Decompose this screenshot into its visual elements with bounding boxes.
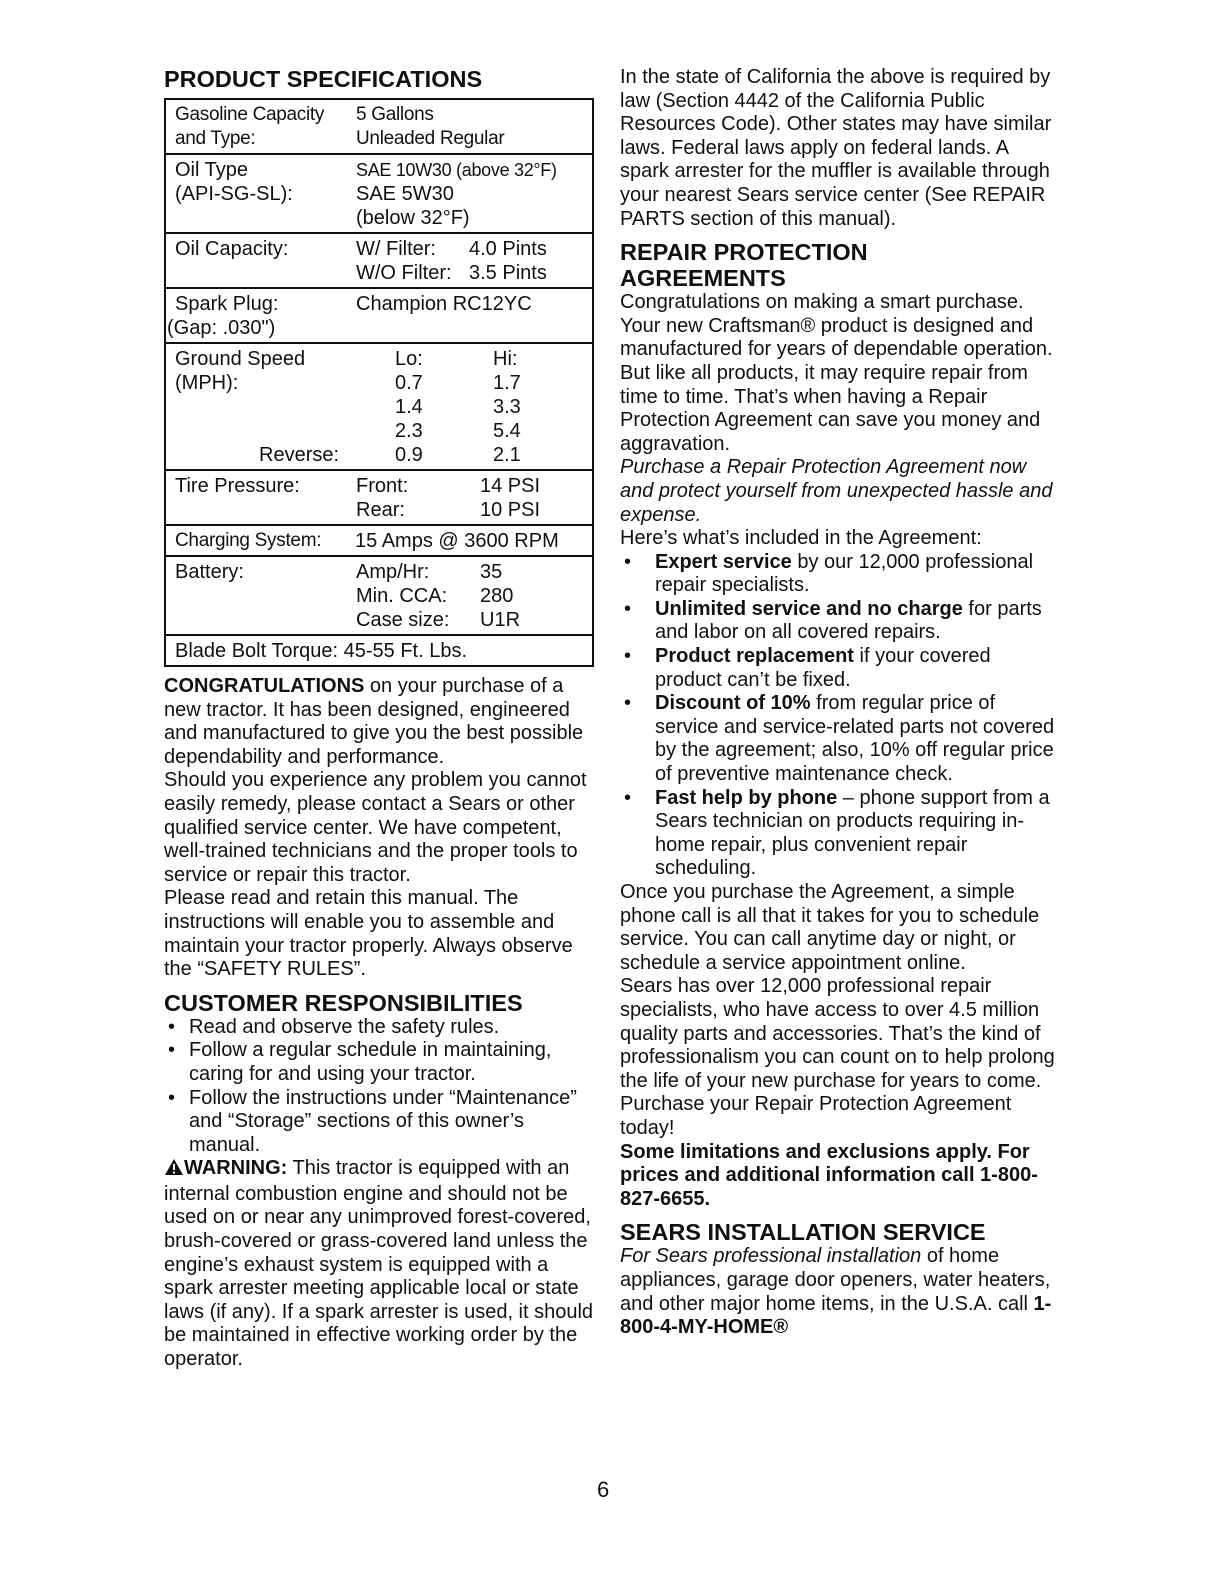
- right-column: [620, 66, 1060, 1340]
- blade-torque: Blade Bolt Torque: 45-55 Ft. Lbs.: [175, 640, 468, 662]
- oil-type-value-2: SAE 5W30: [356, 183, 454, 205]
- warning-paragraph: [164, 1157, 594, 1371]
- gas-value-1: 5 Gallons: [356, 104, 434, 125]
- oil-type-value-1: SAE 10W30 (above 32°F): [356, 160, 557, 180]
- tire-rear-label: Rear:: [356, 499, 405, 521]
- list-item: • Follow the instructions under “Maintenance” and “Storage” sections of this owner’s manual.: [168, 1086, 577, 1156]
- oil-filter-label: W/ Filter:: [356, 238, 436, 260]
- repair-heading-1: REPAIR PROTECTION: [620, 239, 868, 266]
- oil-capacity-label: Oil Capacity:: [175, 238, 289, 260]
- spec-row-spark-plug: [166, 289, 592, 344]
- repair-p2: Once you purchase the Agreement, a simple phone call is all that it takes for you to schedule service. You can call anytime day or night, or schedule a service appointment online.: [620, 881, 1040, 974]
- repair-bold-note: Some limitations and exclusions apply. For prices and additional information call 1-800-827-6655.: [620, 1140, 1038, 1210]
- tire-front-value: 14 PSI: [480, 475, 541, 497]
- battery-cca-value: 280: [480, 585, 514, 607]
- repair-section-2: [620, 881, 1060, 1211]
- gas-label-1: Gasoline Capacity: [175, 104, 325, 125]
- oil-filter-value: 4.0 Pints: [469, 238, 547, 260]
- speed-lo-value: 1.4: [395, 396, 423, 418]
- installation-heading: SEARS INSTALLATION SERVICE: [620, 1219, 986, 1246]
- congrats-p3: Please read and retain this manual. The instructions will enable you to assemble and maintain your tractor properly. Always observe the “SAFETY RULES”.: [164, 887, 573, 981]
- reverse-hi-value: 2.1: [493, 444, 521, 466]
- installation-text: of home appliances, garage door openers, water heaters, and other major home items, in the U.S.A. call: [620, 1245, 1051, 1315]
- charging-value: 15 Amps @ 3600 RPM: [355, 530, 559, 552]
- warning-triangle-icon: [164, 1158, 184, 1183]
- repair-section: [620, 291, 1060, 551]
- gas-label-2: and Type:: [175, 128, 256, 149]
- installation-italic: For Sears professional installation: [620, 1245, 922, 1268]
- oil-type-label-1: Oil Type: [175, 159, 248, 181]
- repair-list: [620, 551, 1060, 881]
- tire-rear-value: 10 PSI: [480, 499, 541, 521]
- warning-label: WARNING:: [184, 1157, 288, 1180]
- speed-hi-header: Hi:: [493, 348, 518, 370]
- congrats-p2: Should you experience any problem you cannot easily remedy, please contact a Sears or other qualified service center. We have competent, well-trained technicians and the proper tools to service or repair this tractor.: [164, 769, 587, 886]
- battery-case-label: Case size:: [356, 609, 450, 631]
- battery-amphr-label: Amp/Hr:: [356, 561, 430, 583]
- spec-row-blade: [166, 636, 592, 665]
- oil-nofilter-label: W/O Filter:: [356, 262, 452, 284]
- installation-phone: 1-800-4-MY-HOME®: [620, 1292, 1052, 1339]
- oil-nofilter-value: 3.5 Pints: [469, 262, 547, 284]
- repair-p1: Congratulations on making a smart purchase. Your new Craftsman® product is designed and manufactured for years of dependable operation. But like all products, it may require repair from time to time. That’s when having a Repair Protection Agreement can save you money and aggravation.: [620, 291, 1053, 455]
- battery-cca-label: Min. CCA:: [356, 585, 448, 607]
- oil-type-label-2: (API-SG-SL):: [175, 183, 293, 205]
- ground-speed-label-2: (MPH):: [175, 372, 239, 394]
- gas-value-2: Unleaded Regular: [356, 128, 505, 149]
- spec-row-battery: [166, 557, 592, 636]
- speed-lo-value: 2.3: [395, 420, 423, 442]
- installation-paragraph: [620, 1245, 1060, 1339]
- spec-row-tire-pressure: [166, 471, 592, 526]
- list-item: • Product replacement if your covered product can’t be fixed.: [624, 645, 991, 691]
- speed-lo-header: Lo:: [395, 348, 423, 370]
- list-item: • Discount of 10% from regular price of service and service-related parts not covered by the agreement; also, 10% off regular price of preventive maintenance check.: [624, 692, 1055, 786]
- list-item: • Follow a regular schedule in maintaining, caring for and using your tractor.: [168, 1039, 552, 1085]
- spark-plug-value: Champion RC12YC: [356, 293, 532, 315]
- california-paragraph: In the state of California the above is required by law (Section 4442 of the California Public Resources Code). Other states may have similar laws. Federal laws apply on federal lands. A spark arrester for the muffler is available through your nearest Sears service center (See REPAIR PARTS section of this manual).: [620, 66, 1052, 230]
- page-number: 6: [597, 1477, 610, 1502]
- reverse-label: Reverse:: [259, 444, 340, 466]
- list-item: • Fast help by phone – phone support from a Sears technician on products requiring in-home repair, plus convenient repair scheduling.: [624, 786, 1050, 880]
- tire-pressure-label: Tire Pressure:: [175, 475, 300, 497]
- oil-type-value-3: (below 32°F): [356, 207, 470, 229]
- congrats-lead: CONGRATULATIONS: [164, 675, 365, 697]
- spec-row-charging: [166, 526, 592, 557]
- ground-speed-label-1: Ground Speed: [175, 348, 306, 370]
- list-item: • Unlimited service and no charge for parts and labor on all covered repairs.: [624, 597, 1042, 644]
- spark-plug-label: Spark Plug:: [175, 293, 279, 315]
- spec-table: [164, 98, 594, 667]
- congrats-p1: on your purchase of a new tractor. It has been designed, engineered and manufactured to give you the best possible dependability and performance.: [164, 675, 584, 768]
- warning-text: This tractor is equipped with an internal combustion engine and should not be used on or near any unimproved forest-covered, brush-covered or grass-covered land unless the engine’s exhaust system is equipped with a spark arrester meeting applicable local or state laws (if any). If a spark arrester is used, it should be maintained in effective working order by the operator.: [164, 1157, 594, 1371]
- battery-case-value: U1R: [480, 609, 521, 631]
- spec-row-ground-speed: [166, 344, 592, 471]
- customer-heading: CUSTOMER RESPONSIBILITIES: [164, 989, 523, 1016]
- repair-italic: Purchase a Repair Protection Agreement now and protect yourself from unexpected hassle and expense.: [620, 456, 1053, 526]
- speed-hi-value: 5.4: [493, 420, 521, 442]
- spec-row-oil-capacity: [166, 234, 592, 289]
- repair-heading-2: AGREEMENTS: [620, 265, 786, 292]
- spec-row-gasoline: [166, 100, 592, 155]
- speed-lo-value: 0.7: [395, 372, 423, 394]
- charging-label: Charging System:: [175, 530, 322, 551]
- speed-hi-value: 1.7: [493, 372, 521, 394]
- tire-front-label: Front:: [356, 475, 409, 497]
- specs-heading: PRODUCT SPECIFICATIONS: [164, 66, 483, 92]
- spec-row-oil-type: [166, 155, 592, 234]
- congrats-section: [164, 675, 594, 982]
- list-item: • Expert service by our 12,000 professional repair specialists.: [624, 550, 1034, 597]
- reverse-lo-value: 0.9: [395, 444, 423, 466]
- speed-hi-value: 3.3: [493, 396, 521, 418]
- repair-intro: Here’s what’s included in the Agreement:: [620, 527, 982, 550]
- repair-p3: Sears has over 12,000 professional repair specialists, who have access to over 4.5 million quality parts and accessories. That’s the kind of professionalism you can count on to help prolong the life of your new purchase for years to come. Purchase your Repair Protection Agreement today!: [620, 975, 1055, 1139]
- left-column: [164, 66, 594, 1372]
- list-item: • Read and observe the safety rules.: [168, 1015, 500, 1038]
- customer-list: [164, 1016, 594, 1158]
- spark-plug-gap: (Gap: .030"): [167, 317, 276, 339]
- battery-amphr-value: 35: [480, 561, 503, 583]
- battery-label: Battery:: [175, 561, 244, 583]
